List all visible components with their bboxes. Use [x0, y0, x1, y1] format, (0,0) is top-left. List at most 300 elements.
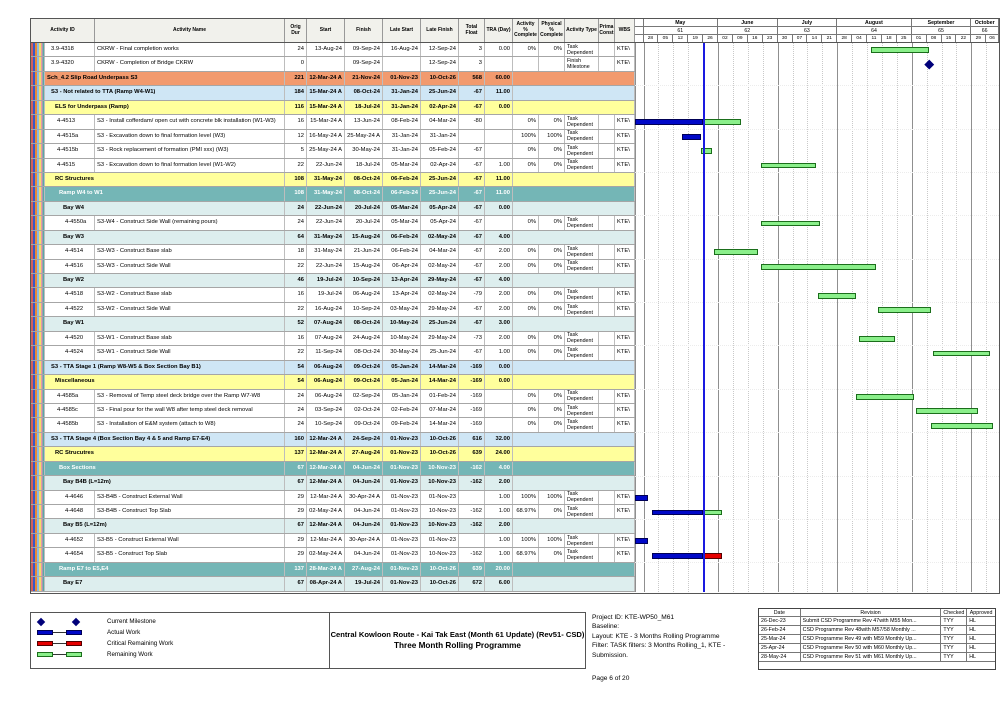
activity-type: Task Dependent: [565, 534, 599, 547]
legend-bar-icon: [37, 652, 53, 658]
hierarchy-stripes: [31, 260, 45, 273]
start-date: 22-Jun-24: [307, 216, 345, 229]
revision-cell: HL: [969, 627, 976, 633]
total-float: -169: [459, 361, 485, 374]
tra-days: 4.00: [485, 274, 513, 287]
late-start-date: 06-Feb-24: [383, 187, 421, 200]
gantt-bar-remaining: [878, 307, 931, 313]
finish-date: 04-Jun-24: [345, 476, 383, 489]
start-date: 31-May-24: [307, 231, 345, 244]
finish-date: 09-Oct-24: [345, 361, 383, 374]
timeline-week-start: 18: [882, 35, 897, 42]
table-row-activity: [31, 346, 635, 360]
revision-row: [759, 644, 995, 653]
gantt-bar-remaining: [761, 221, 821, 227]
week-gridline: [882, 43, 883, 592]
orig-dur: 221: [285, 72, 307, 85]
orig-dur: 24: [285, 418, 307, 431]
legend-bar-icon: [37, 630, 53, 636]
activity-type: Task Dependent: [565, 115, 599, 128]
late-finish-date: 10-Oct-26: [421, 577, 459, 590]
timeline-week-start: 06: [986, 35, 999, 42]
finish-date: 08-Oct-24: [345, 346, 383, 359]
orig-dur: 67: [285, 462, 307, 475]
total-float: -67: [459, 202, 485, 215]
revision-cell: TYY: [941, 644, 967, 652]
prima-const: [599, 418, 615, 431]
late-finish-date: 14-Mar-24: [421, 361, 459, 374]
group-name: Bay B4B (L=12m): [45, 476, 285, 489]
physical-pct: 0%: [539, 144, 565, 157]
start-date: 03-Sep-24: [307, 404, 345, 417]
timeline-month-number: [635, 27, 644, 35]
total-float: [459, 534, 485, 547]
hierarchy-stripes: [31, 563, 45, 576]
start-date: 16-May-24 A: [307, 130, 345, 143]
activity-type: Task Dependent: [565, 303, 599, 316]
total-float: [459, 130, 485, 143]
revision-cell: 25-Apr-24: [759, 644, 801, 652]
total-float: -162: [459, 548, 485, 561]
finish-date: 20-Jul-24: [345, 202, 383, 215]
orig-dur: 0: [285, 57, 307, 70]
group-name: Bay E7: [45, 577, 285, 590]
prima-const: [599, 159, 615, 172]
table-row-activity: [31, 332, 635, 346]
timeline-week-start: 28: [837, 35, 852, 42]
legend-bar-icon: [37, 641, 53, 647]
gantt-report: [30, 18, 1000, 594]
physical-pct: 0%: [539, 216, 565, 229]
table-row-activity: [31, 418, 635, 432]
physical-pct: 0%: [539, 332, 565, 345]
total-float: -67: [459, 245, 485, 258]
column-header-physical-complete: Physical % Complete: [539, 19, 565, 42]
late-finish-date: 10-Nov-23: [421, 548, 459, 561]
activity-name: S3-W3 - Construct Base slab: [95, 245, 285, 258]
total-float: 616: [459, 433, 485, 446]
late-start-date: 05-Mar-24: [383, 202, 421, 215]
group-tail: [513, 202, 635, 215]
activity-pct: 0%: [513, 159, 539, 172]
late-finish-date: 07-Mar-24: [421, 404, 459, 417]
late-finish-date: 10-Oct-26: [421, 433, 459, 446]
late-finish-date: 02-Apr-24: [421, 159, 459, 172]
activity-id: 4-4585b: [45, 418, 95, 431]
activity-pct: 0%: [513, 418, 539, 431]
late-start-date: 16-Aug-24: [383, 43, 421, 56]
table-row-activity: [31, 130, 635, 144]
late-finish-date: 25-Jun-24: [421, 187, 459, 200]
group-name: Miscellaneous: [45, 375, 285, 388]
table-row-activity: [31, 245, 635, 259]
total-float: -67: [459, 144, 485, 157]
tra-days: 1.00: [485, 534, 513, 547]
late-finish-date: 31-Jan-24: [421, 130, 459, 143]
timeline-week-start: 19: [688, 35, 703, 42]
month-gridline: [635, 43, 636, 592]
late-finish-date: 10-Nov-23: [421, 519, 459, 532]
hierarchy-stripes: [31, 433, 45, 446]
start-date: 10-Sep-24: [307, 418, 345, 431]
activity-type: Task Dependent: [565, 346, 599, 359]
orig-dur: 64: [285, 231, 307, 244]
finish-date: 04-Jun-24: [345, 462, 383, 475]
table-row-activity: [31, 303, 635, 317]
orig-dur: 24: [285, 43, 307, 56]
start-date: 13-Aug-24: [307, 43, 345, 56]
project-info-line: Layout: KTE - 3 Months Rolling Programme: [592, 632, 720, 640]
tra-days: 11.00: [485, 173, 513, 186]
group-name: Bay W4: [45, 202, 285, 215]
total-float: -169: [459, 418, 485, 431]
orig-dur: 24: [285, 202, 307, 215]
legend-bar-icon: [66, 652, 82, 658]
wbs: KTE\: [615, 245, 635, 258]
revision-cell: CSD Programme Rev 48with M57/58 Monthly ...: [801, 626, 942, 634]
timeline-week-start: 28: [644, 35, 659, 42]
table-row-group: [31, 433, 635, 447]
tra-days: 11.00: [485, 187, 513, 200]
orig-dur: 24: [285, 216, 307, 229]
hierarchy-stripes: [31, 43, 45, 56]
start-date: 16-Aug-24: [307, 303, 345, 316]
late-start-date: 09-Feb-24: [383, 418, 421, 431]
revision-cell: TYY: [941, 653, 967, 661]
late-start-date: 01-Nov-23: [383, 519, 421, 532]
late-finish-date: 10-Oct-26: [421, 72, 459, 85]
hierarchy-stripes: [31, 303, 45, 316]
column-header-activity-complete: Activity % Complete: [513, 19, 539, 42]
week-gridline: [822, 43, 823, 592]
activity-name: S3 - Installation of E&M system (attach to W8): [95, 418, 285, 431]
week-gridline: [942, 43, 943, 592]
group-tail: [513, 563, 635, 576]
project-info-line: Baseline:: [592, 623, 620, 631]
table-row-activity: [31, 505, 635, 519]
gantt-bar-actual: [635, 538, 648, 544]
late-start-date: 01-Nov-23: [383, 548, 421, 561]
hierarchy-stripes: [31, 577, 45, 590]
late-finish-date: 01-Nov-23: [421, 534, 459, 547]
data-date-line: [703, 43, 705, 592]
activity-type: Task Dependent: [565, 260, 599, 273]
timeline-month-name: July: [778, 19, 838, 27]
hierarchy-stripes: [31, 404, 45, 417]
late-finish-date: 25-Jun-24: [421, 173, 459, 186]
hierarchy-stripes: [31, 101, 45, 114]
week-gridline: [867, 43, 868, 592]
activity-name: S3 - Excavation down to final formation level (W1-W2): [95, 159, 285, 172]
timeline-week-start: 25: [897, 35, 912, 42]
wbs: KTE\: [615, 303, 635, 316]
tra-days: 2.00: [485, 303, 513, 316]
prima-const: [599, 260, 615, 273]
column-header-late-start: Late Start: [383, 19, 421, 42]
legend-bar-link: [53, 632, 66, 633]
activity-name: S3 - Final pour for the wall W8 after temp steel deck removal: [95, 404, 285, 417]
activity-type: Task Dependent: [565, 130, 599, 143]
finish-date: 08-Oct-24: [345, 317, 383, 330]
activity-pct: 0%: [513, 346, 539, 359]
start-date: 22-Jun-24: [307, 159, 345, 172]
late-start-date: 31-Jan-24: [383, 101, 421, 114]
physical-pct: 0%: [539, 390, 565, 403]
orig-dur: 108: [285, 187, 307, 200]
activity-pct: 68.97%: [513, 548, 539, 561]
tra-days: 60.00: [485, 72, 513, 85]
table-row-activity: [31, 43, 635, 57]
physical-pct: 0%: [539, 115, 565, 128]
tra-days: 2.00: [485, 519, 513, 532]
table-row-group: [31, 577, 635, 591]
row-gridline: [635, 85, 999, 86]
wbs: KTE\: [615, 418, 635, 431]
total-float: 639: [459, 447, 485, 460]
table-row-group: [31, 101, 635, 115]
tra-days: 4.00: [485, 462, 513, 475]
tra-days: 3.00: [485, 317, 513, 330]
late-start-date: 03-May-24: [383, 303, 421, 316]
activity-id: 4-4522: [45, 303, 95, 316]
finish-date: 06-Aug-24: [345, 288, 383, 301]
hierarchy-stripes: [31, 519, 45, 532]
gantt-bar-remaining: [703, 119, 741, 125]
hierarchy-stripes: [31, 144, 45, 157]
activity-id: 4-4585a: [45, 390, 95, 403]
table-row-activity: [31, 491, 635, 505]
wbs: KTE\: [615, 346, 635, 359]
physical-pct: 0%: [539, 404, 565, 417]
finish-date: 08-Oct-24: [345, 173, 383, 186]
row-gridline: [635, 129, 999, 130]
start-date: [307, 57, 345, 70]
timeline-month-name: September: [912, 19, 972, 27]
tra-days: 0.00: [485, 101, 513, 114]
gantt-bar-actual: [635, 495, 648, 501]
hierarchy-stripes: [31, 173, 45, 186]
page-number: Page 6 of 20: [592, 675, 630, 683]
table-row-activity: [31, 144, 635, 158]
milestone-diamond: [924, 59, 933, 68]
month-gridline: [837, 43, 838, 592]
gantt-bar-actual: [652, 510, 703, 516]
table-row-group: [31, 563, 635, 577]
orig-dur: 54: [285, 361, 307, 374]
timeline-month-number: 61: [644, 27, 719, 35]
tra-days: 2.00: [485, 288, 513, 301]
late-finish-date: 14-Mar-24: [421, 418, 459, 431]
activity-id: 3.9-4318: [45, 43, 95, 56]
group-tail: [513, 101, 635, 114]
hierarchy-stripes: [31, 505, 45, 518]
total-float: -169: [459, 375, 485, 388]
physical-pct: 0%: [539, 346, 565, 359]
finish-date: 18-Jul-24: [345, 101, 383, 114]
finish-date: 09-Sep-24: [345, 57, 383, 70]
start-date: 07-Aug-24: [307, 317, 345, 330]
month-gridline: [644, 43, 645, 592]
activity-name: S3-W3 - Construct Side Wall: [95, 260, 285, 273]
physical-pct: 0%: [539, 288, 565, 301]
tra-days: [485, 144, 513, 157]
tra-days: [485, 404, 513, 417]
timeline-week-start: 26: [703, 35, 718, 42]
group-name: Bay B5 (L=12m): [45, 519, 285, 532]
orig-dur: 22: [285, 346, 307, 359]
tra-days: 11.00: [485, 86, 513, 99]
late-finish-date: 04-Mar-24: [421, 115, 459, 128]
project-info: [592, 613, 754, 683]
finish-date: 25-May-24 A: [345, 130, 383, 143]
total-float: 568: [459, 72, 485, 85]
finish-date: 04-Jun-24: [345, 548, 383, 561]
revision-cell: TYY: [941, 626, 967, 634]
finish-date: 13-Jun-24: [345, 115, 383, 128]
activity-pct: 0%: [513, 303, 539, 316]
total-float: 639: [459, 563, 485, 576]
late-finish-date: 14-Mar-24: [421, 375, 459, 388]
timeline-week-start: 22: [956, 35, 971, 42]
tra-days: 0.00: [485, 43, 513, 56]
late-start-date: 06-Feb-24: [383, 231, 421, 244]
revision-cell: HL: [969, 654, 976, 660]
orig-dur: 22: [285, 159, 307, 172]
orig-dur: 46: [285, 274, 307, 287]
finish-date: 15-Aug-24: [345, 231, 383, 244]
revision-cell: CSD Programme Rev 50 with M60 Monthly Up...: [801, 644, 942, 652]
activity-pct: 0%: [513, 332, 539, 345]
late-start-date: 06-Feb-24: [383, 245, 421, 258]
prima-const: [599, 43, 615, 56]
group-tail: [513, 86, 635, 99]
late-start-date: 05-Mar-24: [383, 159, 421, 172]
table-row-group: [31, 317, 635, 331]
finish-date: 24-Aug-24: [345, 332, 383, 345]
late-finish-date: 05-Feb-24: [421, 144, 459, 157]
late-start-date: 08-Feb-24: [383, 115, 421, 128]
late-start-date: 01-Nov-23: [383, 72, 421, 85]
activity-id: 3.9-4320: [45, 57, 95, 70]
prima-const: [599, 534, 615, 547]
orig-dur: 29: [285, 491, 307, 504]
total-float: -67: [459, 216, 485, 229]
prima-const: [599, 144, 615, 157]
finish-date: 18-Jul-24: [345, 159, 383, 172]
hierarchy-stripes: [31, 390, 45, 403]
timeline-month-number: 63: [778, 27, 838, 35]
finish-date: 30-Apr-24 A: [345, 491, 383, 504]
start-date: 08-Apr-24 A: [307, 577, 345, 590]
column-header-tra-day-: TRA (Day): [485, 19, 513, 42]
activity-type: Task Dependent: [565, 159, 599, 172]
timeline-week-start: 15: [942, 35, 957, 42]
legend-label: Remaining Work: [107, 651, 153, 658]
column-header-start: Start: [307, 19, 345, 42]
week-gridline: [793, 43, 794, 592]
week-gridline: [748, 43, 749, 592]
finish-date: 08-Oct-24: [345, 187, 383, 200]
finish-date: 08-Oct-24: [345, 86, 383, 99]
group-tail: [513, 375, 635, 388]
wbs: KTE\: [615, 57, 635, 70]
late-finish-date: 25-Jun-24: [421, 86, 459, 99]
tra-days: 0.00: [485, 375, 513, 388]
hierarchy-stripes: [31, 375, 45, 388]
finish-date: 27-Aug-24: [345, 563, 383, 576]
activity-name: S3-B5 - Construct Top Slab: [95, 548, 285, 561]
orig-dur: 16: [285, 332, 307, 345]
legend-bar-icon: [66, 641, 82, 647]
start-date: 06-Aug-24: [307, 390, 345, 403]
tra-days: 24.00: [485, 447, 513, 460]
table-row-group: [31, 375, 635, 389]
timeline-month-name: May: [644, 19, 719, 27]
legend: [30, 612, 330, 669]
week-gridline: [763, 43, 764, 592]
hierarchy-stripes: [31, 418, 45, 431]
start-date: 12-Mar-24 A: [307, 519, 345, 532]
hierarchy-stripes: [31, 332, 45, 345]
group-name: Bay W3: [45, 231, 285, 244]
activity-type: Task Dependent: [565, 216, 599, 229]
activity-pct: 0%: [513, 245, 539, 258]
timeline-week-start: 08: [927, 35, 942, 42]
table-row-group: [31, 476, 635, 490]
total-float: 3: [459, 43, 485, 56]
activity-pct: 0%: [513, 404, 539, 417]
activity-name: S3-B4B - Construct Top Slab: [95, 505, 285, 518]
legend-swatch-actual: [37, 630, 101, 636]
hierarchy-stripes: [31, 159, 45, 172]
finish-date: 10-Sep-24: [345, 274, 383, 287]
wbs: KTE\: [615, 159, 635, 172]
gantt-bar-remaining: [933, 351, 990, 357]
gantt-bar-remaining: [856, 394, 913, 400]
table-row-group: [31, 173, 635, 187]
prima-const: [599, 491, 615, 504]
wbs: KTE\: [615, 491, 635, 504]
orig-dur: 67: [285, 519, 307, 532]
orig-dur: 137: [285, 447, 307, 460]
late-finish-date: 29-May-24: [421, 332, 459, 345]
total-float: -67: [459, 260, 485, 273]
start-date: 31-May-24: [307, 187, 345, 200]
tra-days: 1.00: [485, 346, 513, 359]
orig-dur: 137: [285, 563, 307, 576]
activity-pct: 0%: [513, 43, 539, 56]
table-row-group: [31, 72, 635, 86]
revision-cell: 26-Dec-23: [759, 617, 801, 625]
table-row-group: [31, 447, 635, 461]
activity-id: 4-4520: [45, 332, 95, 345]
table-row-activity: [31, 288, 635, 302]
activity-id: 4-4646: [45, 491, 95, 504]
late-start-date: 10-May-24: [383, 317, 421, 330]
table-row-group: [31, 231, 635, 245]
revision-table: [758, 608, 996, 670]
finish-date: 24-Sep-24: [345, 433, 383, 446]
prima-const: [599, 548, 615, 561]
legend-label: Current Milestone: [107, 618, 156, 625]
group-tail: [513, 519, 635, 532]
orig-dur: 67: [285, 577, 307, 590]
activity-name: S3-W2 - Construct Side Wall: [95, 303, 285, 316]
week-gridline: [807, 43, 808, 592]
table-row-activity: [31, 404, 635, 418]
revision-header: Approved: [969, 610, 993, 616]
total-float: -73: [459, 332, 485, 345]
